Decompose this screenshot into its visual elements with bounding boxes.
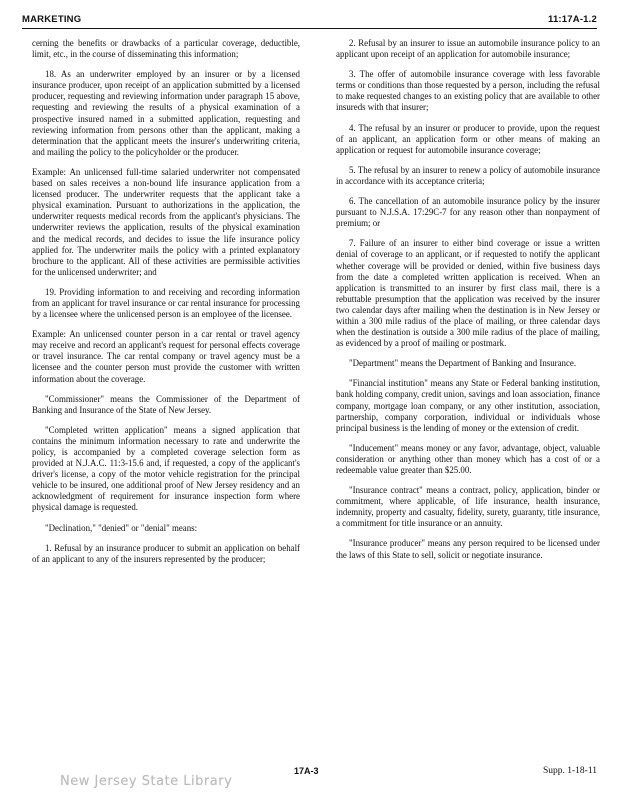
paragraph: Example: An unlicensed full-time salaried underwriter not compensated based on sales receives a non-bound life insurance application from a licensed producer. The underwriter requests that the applicant take a physical examination. Pursuant to authorizations in the application, the underwriter requests medical records from the applicant's physicians. The underwriter reviews the application, results of the physical examination and the medical records, and decides to issue the life insurance policy applied for. The underwriter mails the policy with a printed explanatory brochure to the applicant. All of these activities are permissible activities for the unlicensed underwriter; and [32, 166, 300, 277]
paragraph: "Insurance contract" means a contract, policy, application, binder or commitment, where applicable, of life insurance, health insurance, indemnity, property and casualty, fidelity, surety, guaranty, title insurance, a commitment for title insurance or an annuity. [336, 485, 600, 529]
supplement-date: Supp. 1-18-11 [542, 766, 597, 776]
paragraph: "Department" means the Department of Banking and Insurance. [349, 358, 577, 369]
paragraph: "Financial institution" means any State or Federal banking institution, bank holding company, credit union, savings and loan association, finance company, mortgage loan company, or any other institution, association, partnership, company corporation, individual or individuals whose principal business is the lending of money or the extension of credit. [336, 378, 600, 433]
paragraph: cerning the benefits or drawbacks of a particular coverage, deductible, limit, etc., in the course of disseminating this information; [32, 38, 300, 60]
paragraph: Example: An unlicensed counter person in a car rental or travel agency may receive and record an applicant's request for personal effects coverage or travel insurance. The car rental company or travel agency must be a licensee and the counter person must provide the customer with written information about the coverage. [32, 329, 300, 384]
paragraph: 19. Providing information to and receiving and recording information from an applicant for travel insurance or car rental insurance for processing by a licensee where the unlicensed person is an employee of the licensee. [32, 286, 300, 320]
paragraph: 5. The refusal by an insurer to renew a policy of automobile insurance in accordance with its acceptance criteria; [336, 164, 600, 186]
paragraph: 3. The offer of automobile insurance coverage with less favorable terms or conditions than those requested by a person, including the refusal to make requested changes to an existing policy that are available to other insureds with that insurer; [336, 69, 600, 113]
paragraph: "Declination," "denied" or "denial" means: [45, 522, 198, 533]
paragraph: 2. Refusal by an insurer to issue an automobile insurance policy to an applicant upon receipt of an application for automobile insurance; [336, 38, 600, 60]
page-footer [22, 766, 597, 786]
section-code: 11:17A-1.2 [547, 14, 597, 25]
right-column [336, 38, 600, 570]
paragraph: 18. As an underwriter employed by an insurer or by a licensed insurance producer, upon receipt of an application submitted by a licensed producer, requesting and reviewing information under paragraph 15 above, requesting and reviewing the results of a physical examination of a prospective insured named in a submitted application, requesting and reviewing information from persons other than the applicant, making a determination that the applicant meets the insurer's underwriting criteria, and mailing the policy to the policyholder or the producer. [32, 69, 300, 157]
paragraph: 7. Failure of an insurer to either bind coverage or issue a written denial of coverage to an applicant, or if requested to notify the applicant whether coverage will be provided or denied, within five business days from the date a completed written application is received. When an application is transmitted to an insurer by first class mail, there is a rebuttable presumption that the application was received by the insurer two calendar days after mailing when the destination is in New Jersey or within a 300 mile radius of the place of mailing, or three calendar days when the destination is outside a 300 mile radius of the place of mailing, as evidenced by a proof of mailing or postmark. [336, 238, 600, 349]
paragraph: "Inducement" means money or any favor, advantage, object, valuable consideration or anything other than money which has a cost of or a redeemable value greater than $25.00. [336, 442, 600, 475]
paragraph: "Insurance producer" means any person required to be licensed under the laws of this State to sell, solicit or negotiate insurance. [336, 538, 600, 560]
paragraph: "Completed written application" means a signed application that contains the minimum information necessary to rate and underwrite the policy, is accompanied by a completed coverage selection form as provided at N.J.A.C. 11:3-15.6 and, if requested, a copy of the applicant's driver's license, a copy of the motor vehicle registration for the principal vehicle to be insured, one additional proof of New Jersey residency and an acknowledgment of requirement for insurance inspection form where physical damage is requested. [32, 424, 300, 513]
paragraph: 1. Refusal by an insurance producer to submit an application on behalf of an applicant to any of the insurers represented by the producer; [32, 542, 300, 564]
paragraph: 4. The refusal by an insurer or producer to provide, upon the request of an applicant, an application form or other means of making an application or request for automobile insurance coverage; [336, 122, 600, 155]
page-number: 17A-3 [294, 766, 319, 776]
paragraph: 6. The cancellation of an automobile insurance policy by the insurer pursuant to N.J.S.A. 17:29C-7 for any reason other than nonpayment of premium; or [336, 196, 600, 229]
library-watermark: New Jersey State Library [60, 774, 233, 789]
paragraph: "Commissioner" means the Commissioner of the Department of Banking and Insurance of the State of New Jersey. [32, 393, 300, 415]
section-title: MARKETING [22, 14, 82, 25]
left-column [32, 38, 300, 574]
page-header [22, 12, 597, 29]
